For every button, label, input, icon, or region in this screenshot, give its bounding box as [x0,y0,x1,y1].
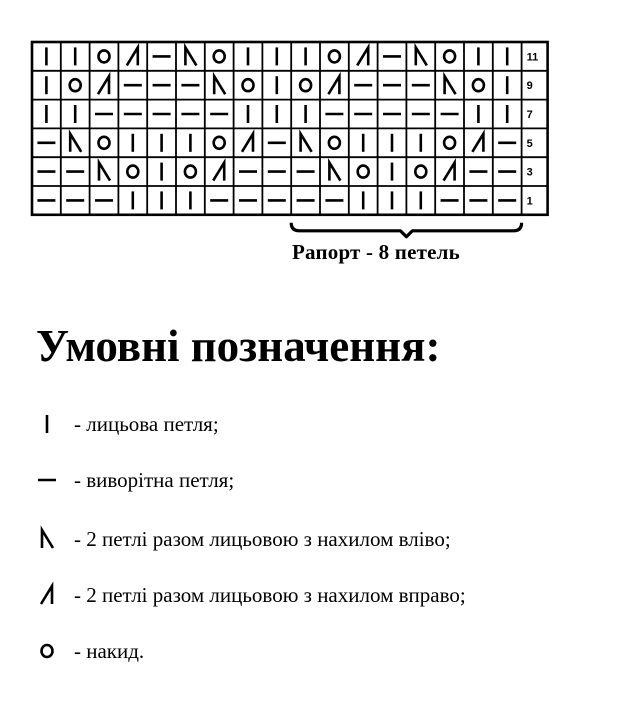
k2tog-left-symbol [185,47,196,65]
k2tog-right-symbol [444,163,455,181]
row-number: 7 [526,109,533,121]
yarn-over-symbol [99,50,110,62]
legend-text-knit: - лицьова петля; [74,412,219,436]
yarn-over-symbol [415,166,426,178]
yarn-over-symbol [329,137,340,149]
chart-grid-lines [32,42,548,215]
yarn-over-symbol [214,50,225,62]
legend-text-k2tog-right: - 2 петлі разом лицьовою з нахилом вправо; [74,583,466,607]
yarn-over-symbol [214,137,225,149]
yarn-over-symbol [70,79,81,91]
rapport-label: Рапорт - 8 петель [292,240,460,264]
yarn-over-symbol [42,645,53,657]
yarn-over-symbol [444,50,455,62]
k2tog-right-symbol [472,134,483,152]
k2tog-left-icon [36,525,64,553]
knit-icon [36,410,64,438]
yarn-over-symbol [127,166,138,178]
k2tog-left-symbol [42,530,53,548]
rapport-bracket [291,223,521,237]
yarn-over-symbol [329,50,340,62]
legend-item-knit [36,410,606,438]
k2tog-right-symbol [357,47,368,65]
row-number: 11 [526,51,539,64]
legend-title: Умовні позначення: [36,321,441,371]
legend-item-purl [36,466,606,494]
k2tog-right-icon [36,581,64,609]
k2tog-left-symbol [214,76,225,94]
k2tog-left-symbol [416,47,427,65]
yarn-over-symbol [99,137,110,149]
row-number: 3 [526,166,533,179]
legend-text-yarn-over: - накид. [74,639,145,663]
purl-icon [36,466,64,494]
legend-text-k2tog-left: - 2 петлі разом лицьовою з нахилом вліво; [74,527,451,551]
k2tog-right-symbol [127,47,138,65]
legend-item-k2tog-left [36,525,606,553]
yarn-over-symbol [185,166,196,178]
k2tog-left-symbol [99,163,110,181]
k2tog-left-symbol [70,134,81,152]
k2tog-right-symbol [213,163,224,181]
row-number: 1 [526,195,533,208]
k2tog-left-symbol [329,163,340,181]
yarn-over-symbol [473,79,484,91]
k2tog-left-symbol [301,134,312,152]
row-number: 9 [526,80,533,93]
k2tog-right-symbol [328,76,339,94]
legend-item-k2tog-right [36,581,606,609]
yarn-over-symbol [358,166,369,178]
legend-text-purl: - виворітна петля; [74,468,235,492]
legend-item-yarn-over [36,637,606,665]
row-number: 5 [526,137,533,150]
k2tog-right-symbol [242,134,253,152]
yarn-over-symbol [444,137,455,149]
knitting-chart [0,0,620,240]
k2tog-right-symbol [41,586,52,604]
yarn-over-symbol [300,79,311,91]
k2tog-left-symbol [445,76,456,94]
k2tog-right-symbol [98,76,109,94]
yarn-over-icon [36,637,64,665]
yarn-over-symbol [243,79,254,91]
